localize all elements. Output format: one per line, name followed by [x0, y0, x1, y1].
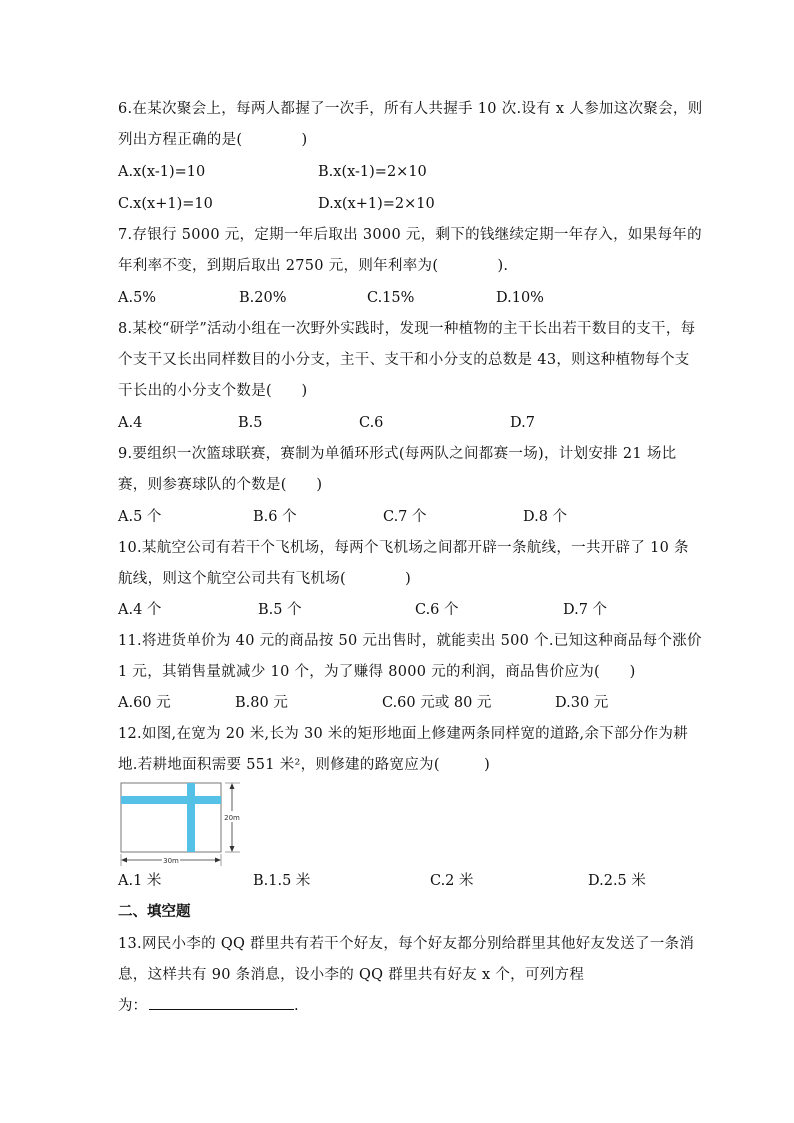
width-label: 20m — [224, 814, 240, 822]
question-6-text: 6.在某次聚会上，每两人都握了一次手，所有人共握手 10 次.设有 x 人参加这次聚会，则列出方程正确的是( ) — [118, 101, 703, 148]
q7-option-b[interactable]: B.20% — [239, 290, 287, 306]
width-arrow-down — [230, 846, 235, 852]
q11-option-b[interactable]: B.80 元 — [235, 695, 288, 711]
q9-option-b[interactable]: B.6 个 — [253, 509, 297, 525]
q7-option-c[interactable]: C.15% — [367, 290, 415, 306]
horizontal-road — [121, 796, 221, 804]
q8-option-b[interactable]: B.5 — [238, 415, 263, 431]
q8-option-d[interactable]: D.7 — [510, 415, 535, 431]
q8-option-c[interactable]: C.6 — [359, 415, 384, 431]
question-7-text: 7.存银行 5000 元，定期一年后取出 3000 元，剩下的钱继续定期一年存入，如果每年的年利率不变，到期后取出 2750 元，则年利率为( ). — [118, 227, 702, 274]
q9-option-d[interactable]: D.8 个 — [523, 509, 568, 525]
q6-option-b[interactable]: B.x(x-1)=2×10 — [318, 164, 427, 180]
q13-answer-prefix: 为： — [118, 998, 147, 1014]
question-8-options — [118, 408, 703, 439]
q10-option-a[interactable]: A.4 个 — [118, 602, 162, 618]
q10-option-b[interactable]: B.5 个 — [258, 602, 302, 618]
q12-option-a[interactable]: A.1 米 — [118, 873, 162, 889]
width-arrow-up — [230, 783, 235, 789]
question-13-answer-line — [118, 991, 703, 1022]
question-10-options — [118, 595, 703, 626]
q9-option-a[interactable]: A.5 个 — [118, 509, 162, 525]
q7-option-a[interactable]: A.5% — [118, 290, 157, 306]
q10-option-c[interactable]: C.6 个 — [415, 602, 459, 618]
q11-option-d[interactable]: D.30 元 — [555, 695, 609, 711]
question-11-text: 11.将进货单价为 40 元的商品按 50 元出售时，就能卖出 500 个.已知这种商品每个涨价 1 元，其销售量就减少 10 个，为了赚得 8000 元的利润，商品售价应为( ) — [118, 633, 702, 680]
section-title-fill-in: 二、填空题 — [118, 904, 191, 920]
question-6-options-row2 — [118, 189, 703, 220]
q10-option-d[interactable]: D.7 个 — [563, 602, 608, 618]
question-7-options — [118, 283, 703, 314]
field-rectangle — [121, 783, 221, 852]
question-13-text: 13.网民小李的 QQ 群里共有若干个好友，每个好友都分别给群里其他好友发送了一条消息，这样共有 90 条消息，设小李的 QQ 群里共有好友 x 个，可列方程 — [118, 936, 695, 983]
q7-option-d[interactable]: D.10% — [496, 290, 544, 306]
vertical-road — [187, 783, 195, 852]
q12-option-d[interactable]: D.2.5 米 — [588, 873, 646, 889]
question-9-text: 9.要组织一次篮球联赛，赛制为单循环形式(每两队之间都赛一场)，计划安排 21 场比赛，则参赛球队的个数是( ) — [118, 446, 677, 493]
q13-answer-blank[interactable] — [149, 993, 294, 1010]
question-12-text: 12.如图,在宽为 20 米,长为 30 米的矩形地面上修建两条同样宽的道路,余下部分作为耕地.若耕地面积需要 551 米²，则修建的路宽应为( ) — [118, 726, 689, 773]
length-arrow-right — [215, 858, 221, 863]
question-9-options — [118, 502, 703, 533]
q11-option-c[interactable]: C.60 元或 80 元 — [382, 695, 492, 711]
q12-option-b[interactable]: B.1.5 米 — [253, 873, 311, 889]
q11-option-a[interactable]: A.60 元 — [118, 695, 171, 711]
length-label: 30m — [163, 857, 179, 865]
q13-answer-suffix: . — [294, 998, 299, 1014]
question-8-text: 8.某校“研学”活动小组在一次野外实践时，发现一种植物的主干长出若干数目的支干，每个支干又长出同样数目的小分支，主干、支干和小分支的总数是 43，则这种植物每个支干长出的小分支个数是( ) — [118, 321, 696, 399]
q8-option-a[interactable]: A.4 — [118, 415, 143, 431]
q13-answer-row — [118, 991, 299, 1022]
question-11-options — [118, 688, 703, 719]
q6-option-c[interactable]: C.x(x+1)=10 — [118, 196, 213, 212]
q6-option-d[interactable]: D.x(x+1)=2×10 — [318, 196, 435, 212]
question-10-text: 10.某航空公司有若干个飞机场，每两个飞机场之间都开辟一条航线，一共开辟了 10 条航线，则这个航空公司共有飞机场( ) — [118, 540, 689, 587]
question-12-options — [118, 866, 703, 897]
length-arrow-left — [121, 858, 127, 863]
question-6-options-row1 — [118, 157, 703, 188]
q12-option-c[interactable]: C.2 米 — [430, 873, 474, 889]
q9-option-c[interactable]: C.7 个 — [383, 509, 427, 525]
q6-option-a[interactable]: A.x(x-1)=10 — [118, 164, 206, 180]
road-field-diagram — [118, 780, 244, 866]
